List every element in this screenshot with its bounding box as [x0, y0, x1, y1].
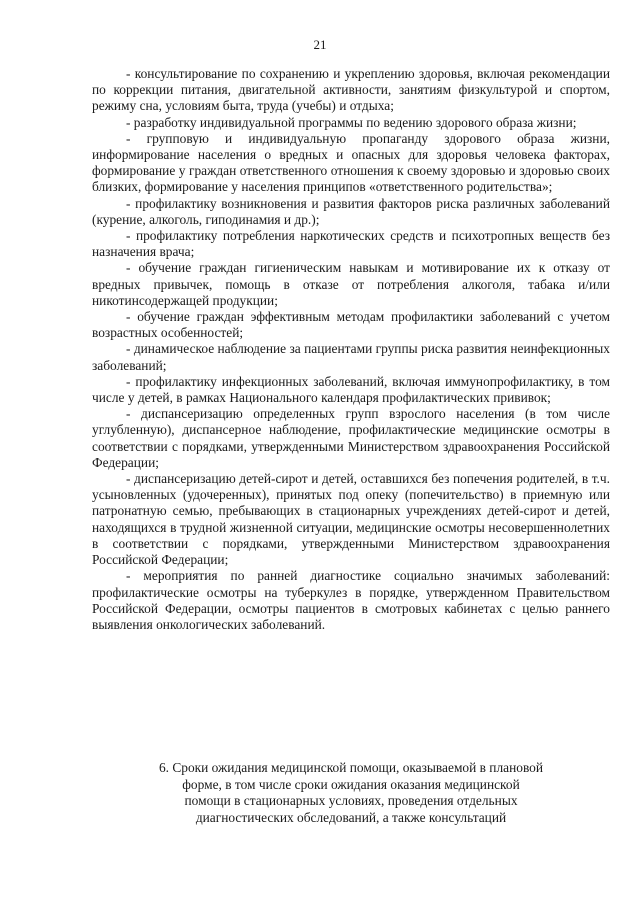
list-item: - диспансеризацию определенных групп взрослого населения (в том числе углубленную), диспансерное наблюдение, профилактические медицинские осмотры в соответствии с порядками, утвержденными Министерством здравоохранения Российской Федерации; — [92, 406, 610, 470]
section-heading-line: форме, в том числе сроки ожидания оказания медицинской — [182, 776, 520, 792]
list-item: - консультирование по сохранению и укреплению здоровья, включая рекомендации по коррекции питания, двигательной активности, занятиям физкультурой и спортом, режиму сна, условиям быта, труда (учебы) и отдыха; — [92, 66, 610, 114]
section-heading-line: диагностических обследований, а также консультаций — [195, 809, 507, 825]
list-item: - обучение граждан эффективным методам профилактики заболеваний с учетом возрастных особенностей; — [92, 309, 610, 341]
list-item: - профилактику инфекционных заболеваний, включая иммунопрофилактику, в том числе у детей, в рамках Национального календаря профилактических прививок; — [92, 373, 610, 406]
list-item: - групповую и индивидуальную пропаганду здорового образа жизни, информирование населения о вредных и опасных для здоровья человека факторах, формирование у граждан ответственного отношения к своему здоровью и здоровью своих близких, формирование у населения принципов «ответственного родительства»; — [92, 130, 610, 195]
list-item: - профилактику возникновения и развития факторов риска различных заболеваний (курение, алкоголь, гиподинамия и др.); — [92, 195, 610, 227]
section-heading — [92, 760, 610, 826]
list-item: - обучение граждан гигиеническим навыкам и мотивирование их к отказу от вредных привычек, помощь в отказе от потребления алкоголя, табака и/или никотинсодержащей продукции; — [92, 260, 610, 308]
list-item: - динамическое наблюдение за пациентами группы риска развития неинфекционных заболеваний; — [92, 341, 610, 373]
document-body — [92, 66, 610, 633]
list-item: - диспансеризацию детей-сирот и детей, оставшихся без попечения родителей, в т.ч. усыновленных (удочеренных), принятых под опеку (попечительство) в приемную или патронатную семью, пребывающих в стационарных учреждениях детей-сирот и детей, находящихся в трудной жизненной ситуации, медицинские осмотры несовершеннолетних в соответствии с порядками, утвержденными Министерством здравоохранения Российской Федерации; — [92, 471, 610, 568]
list-item: - мероприятия по ранней диагностике социально значимых заболеваний: профилактические осмотры на туберкулез в порядке, утвержденном Правительством Российской Федерации, осмотры пациентов в смотровых кабинетах с целью раннего выявления онкологических заболеваний. — [92, 568, 610, 632]
section-heading-line: 6. Сроки ожидания медицинской помощи, оказываемой в плановой — [158, 760, 544, 775]
page-number: 21 — [313, 37, 327, 52]
list-item: - разработку индивидуальной программы по ведению здорового образа жизни; — [126, 114, 577, 130]
section-heading-line: помощи в стационарных условиях, проведения отдельных — [184, 793, 518, 809]
list-item: - профилактику потребления наркотических средств и психотропных веществ без назначения врача; — [92, 228, 610, 260]
